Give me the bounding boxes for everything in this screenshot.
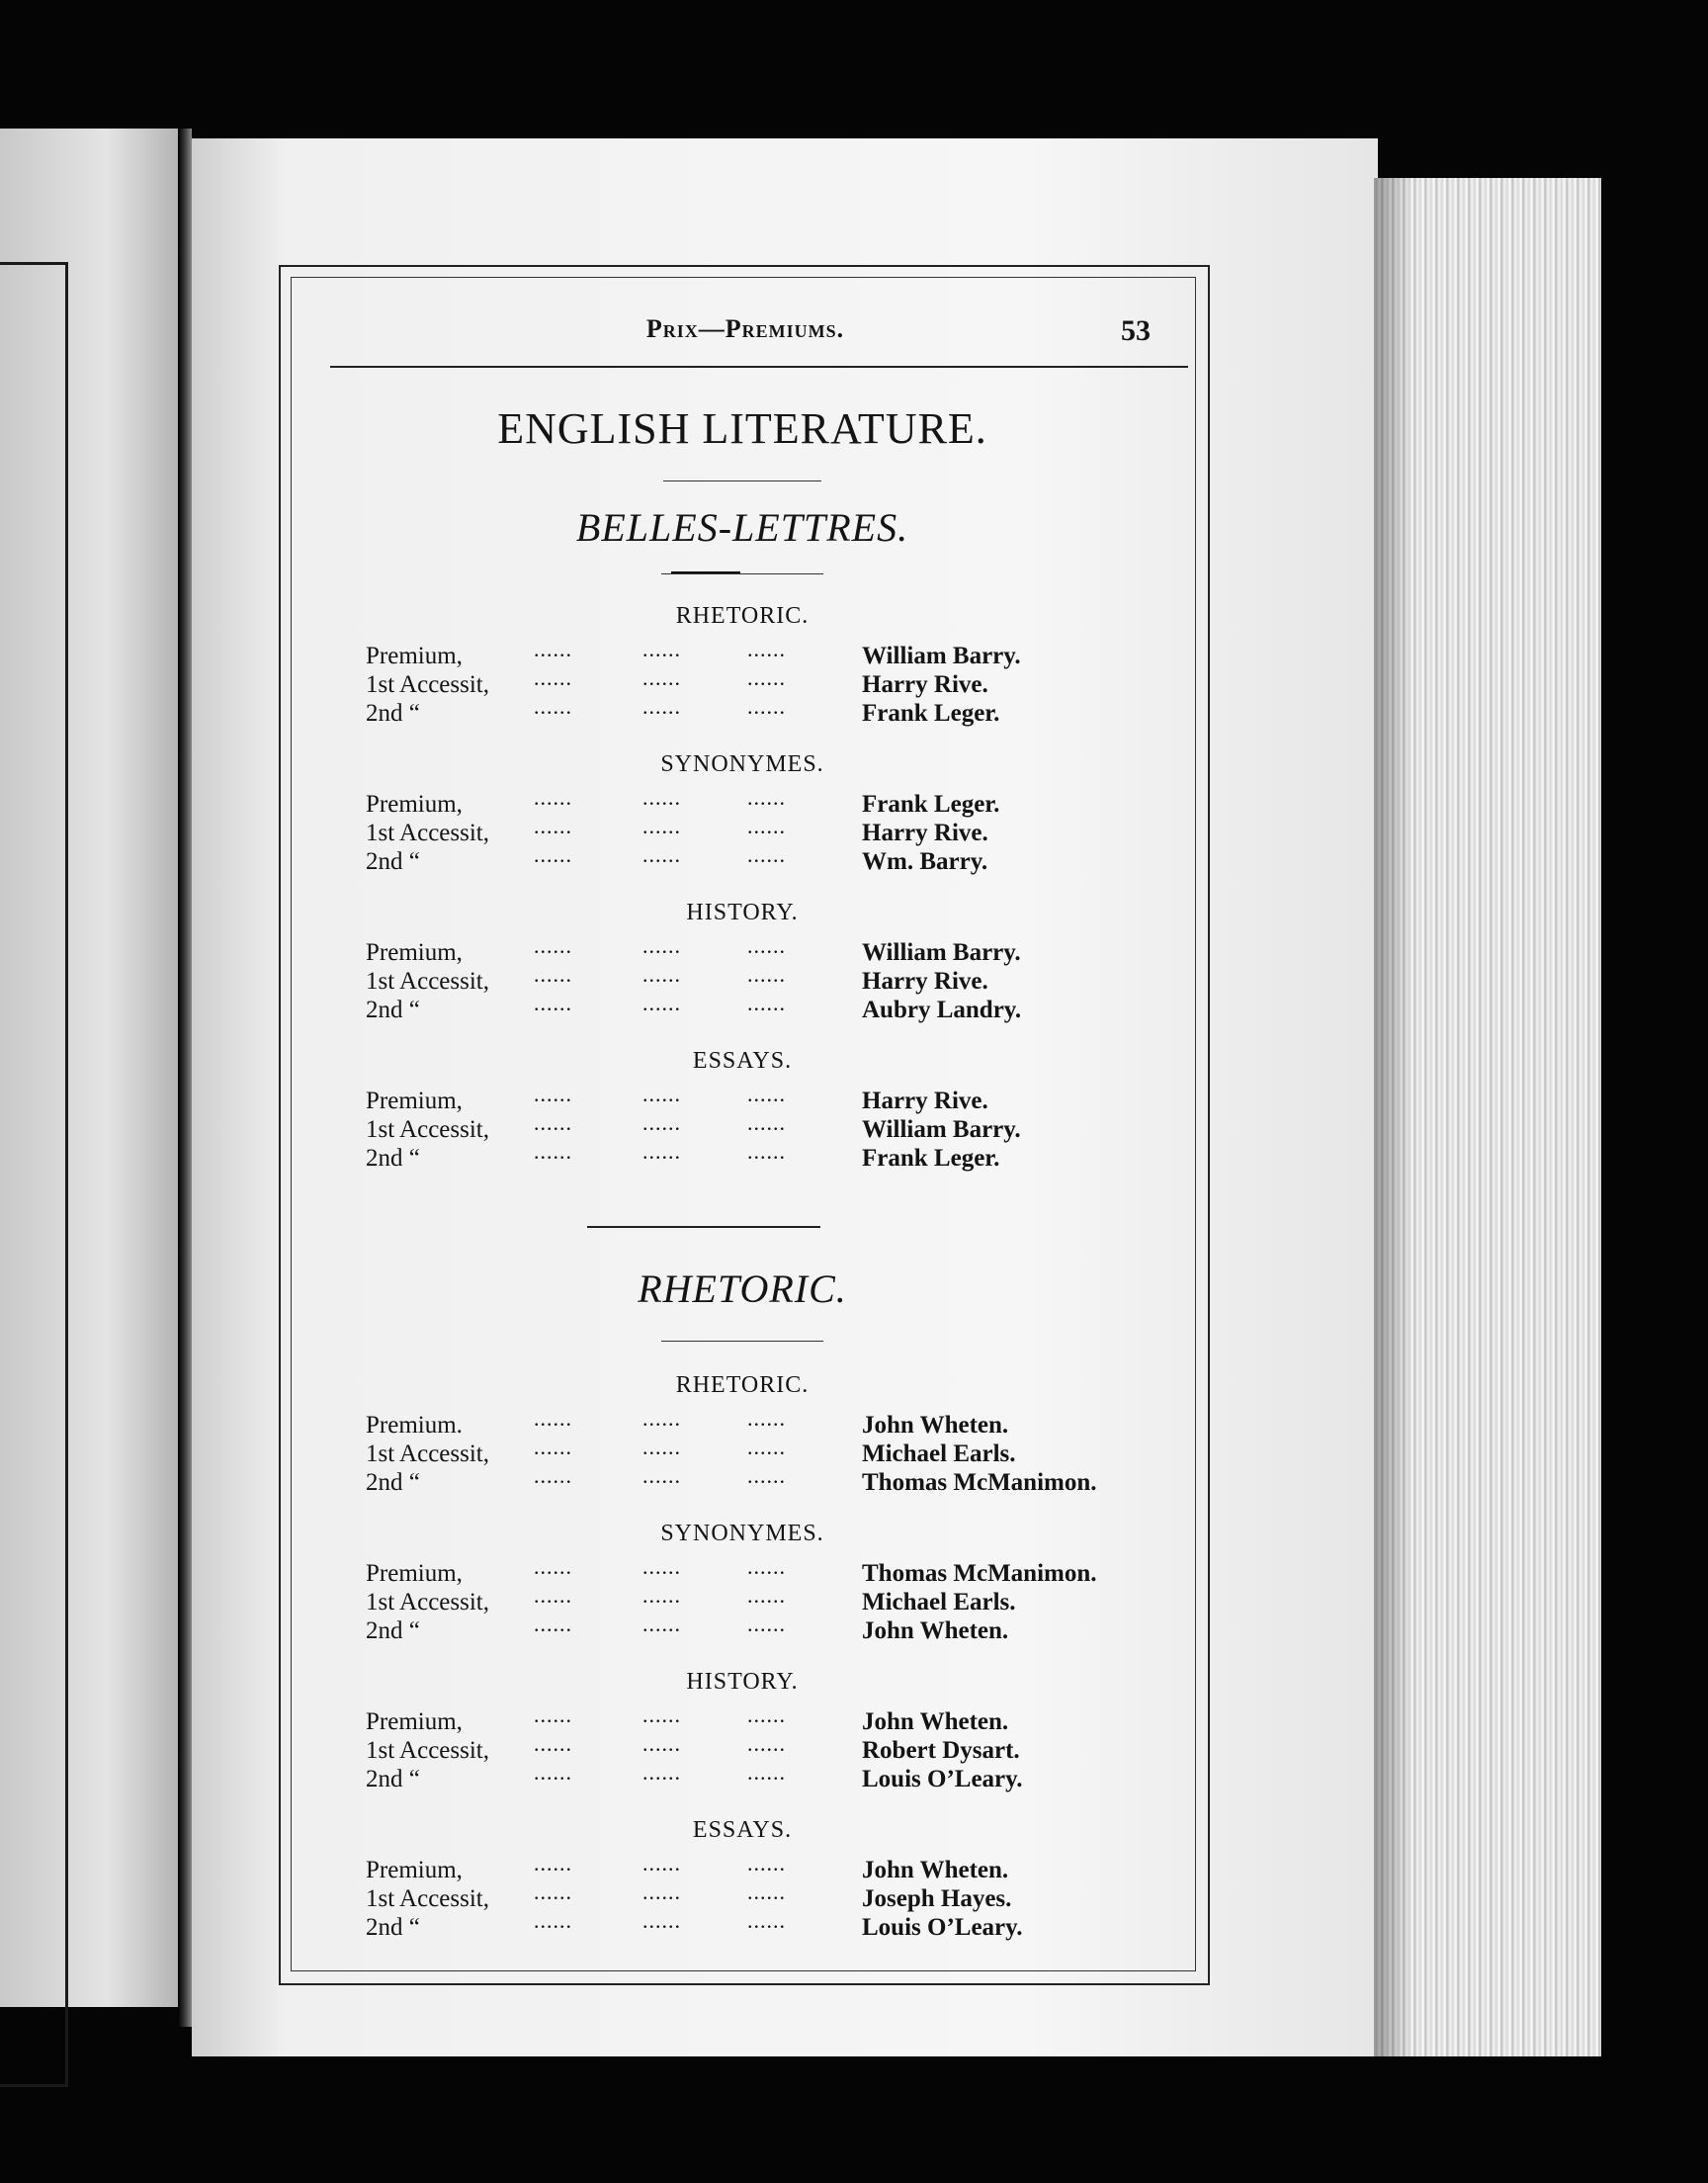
leader-dots: ...... xyxy=(642,1703,681,1727)
award-row xyxy=(291,1851,1194,1886)
left-page-frame xyxy=(0,262,68,2087)
leader-dots: ...... xyxy=(747,1110,786,1135)
recipient-name: John Wheten. xyxy=(862,1412,1009,1439)
award-rank: 2nd “ xyxy=(366,997,420,1023)
award-rank: 1st Accessit, xyxy=(366,1589,489,1615)
award-row xyxy=(291,1612,1194,1647)
leader-dots: ...... xyxy=(534,1406,572,1431)
award-rank: 1st Accessit, xyxy=(366,671,489,698)
award-rank: Premium, xyxy=(366,1857,463,1883)
award-row xyxy=(291,1082,1194,1117)
leader-dots: ...... xyxy=(534,1879,572,1904)
leader-dots: ...... xyxy=(747,694,786,719)
award-row xyxy=(291,1879,1194,1915)
recipient-name: Louis O’Leary. xyxy=(862,1766,1023,1792)
subsection-title: HISTORY. xyxy=(686,900,799,925)
award-block xyxy=(291,1048,1194,1184)
recipient-name: Louis O’Leary. xyxy=(862,1914,1023,1941)
award-rank: Premium, xyxy=(366,791,463,818)
leader-dots: ...... xyxy=(642,694,681,719)
award-row xyxy=(291,933,1194,969)
leader-dots: ...... xyxy=(534,665,572,690)
recipient-name: Wm. Barry. xyxy=(862,848,988,875)
award-rank: 2nd “ xyxy=(366,1617,420,1644)
leader-dots: ...... xyxy=(642,1110,681,1135)
award-rank: 2nd “ xyxy=(366,1914,420,1941)
award-block xyxy=(291,1372,1194,1509)
page-number: 53 xyxy=(1121,314,1151,347)
award-row xyxy=(291,694,1194,730)
award-rank: 1st Accessit, xyxy=(366,1885,489,1912)
recipient-name: Harry Rive. xyxy=(862,671,988,698)
subsection-title: RHETORIC. xyxy=(675,1372,810,1398)
leader-dots: ...... xyxy=(534,1583,572,1608)
leader-dots: ...... xyxy=(534,814,572,838)
leader-dots: ...... xyxy=(534,1082,572,1106)
subsection-title: ESSAYS. xyxy=(692,1817,793,1843)
award-rank: 1st Accessit, xyxy=(366,1441,489,1467)
section-title-belles-lettres: BELLES-LETTRES. xyxy=(575,505,909,550)
recipient-name: William Barry. xyxy=(862,939,1021,966)
running-head-title: Prix—Premiums. xyxy=(645,314,845,343)
award-block xyxy=(291,1521,1194,1657)
recipient-name: Frank Leger. xyxy=(862,700,1000,727)
leader-dots: ...... xyxy=(747,1406,786,1431)
leader-dots: ...... xyxy=(642,1406,681,1431)
award-row xyxy=(291,842,1194,878)
award-row xyxy=(291,1583,1194,1618)
leader-dots: ...... xyxy=(642,1731,681,1756)
recipient-name: John Wheten. xyxy=(862,1708,1009,1735)
subsection-title: SYNONYMES. xyxy=(660,1521,824,1546)
award-rank: Premium, xyxy=(366,1088,463,1114)
leader-dots: ...... xyxy=(747,991,786,1015)
recipient-name: Michael Earls. xyxy=(862,1589,1016,1615)
award-row xyxy=(291,1760,1194,1795)
award-rank: 1st Accessit, xyxy=(366,1116,489,1143)
leader-dots: ...... xyxy=(642,665,681,690)
award-rank: 2nd “ xyxy=(366,700,420,727)
recipient-name: William Barry. xyxy=(862,643,1021,669)
award-rank: 2nd “ xyxy=(366,1766,420,1792)
leader-dots: ...... xyxy=(642,814,681,838)
award-block xyxy=(291,603,1194,740)
main-title: ENGLISH LITERATURE. xyxy=(497,404,987,453)
section-divider xyxy=(587,1226,820,1228)
leader-dots: ...... xyxy=(642,1583,681,1608)
leader-dots: ...... xyxy=(747,637,786,661)
recipient-name: Harry Rive. xyxy=(862,1088,988,1114)
leader-dots: ...... xyxy=(642,1139,681,1164)
leader-dots: ...... xyxy=(534,991,572,1015)
leader-dots: ...... xyxy=(747,933,786,958)
leader-dots: ...... xyxy=(747,1435,786,1459)
leader-dots: ...... xyxy=(642,1908,681,1933)
award-row xyxy=(291,1731,1194,1767)
award-rank: Premium, xyxy=(366,643,463,669)
leader-dots: ...... xyxy=(534,1731,572,1756)
leader-dots: ...... xyxy=(747,1760,786,1785)
award-row xyxy=(291,665,1194,701)
award-rank: Premium, xyxy=(366,1560,463,1587)
leader-dots: ...... xyxy=(747,1082,786,1106)
award-rank: Premium, xyxy=(366,939,463,966)
recipient-name: Joseph Hayes. xyxy=(862,1885,1012,1912)
award-rank: 2nd “ xyxy=(366,1469,420,1496)
subsection-title: RHETORIC. xyxy=(675,603,810,629)
award-rank: 2nd “ xyxy=(366,1145,420,1172)
award-rank: Premium, xyxy=(366,1708,463,1735)
leader-dots: ...... xyxy=(534,1554,572,1579)
leader-dots: ...... xyxy=(747,814,786,838)
recipient-name: Robert Dysart. xyxy=(862,1737,1020,1764)
page-edges-shadow xyxy=(1374,178,1413,2056)
leader-dots: ...... xyxy=(747,1731,786,1756)
leader-dots: ...... xyxy=(747,1851,786,1876)
leader-dots: ...... xyxy=(747,962,786,987)
leader-dots: ...... xyxy=(642,1435,681,1459)
leader-dots: ...... xyxy=(642,637,681,661)
award-row xyxy=(291,1908,1194,1944)
leader-dots: ...... xyxy=(747,1879,786,1904)
leader-dots: ...... xyxy=(642,991,681,1015)
recipient-name: Frank Leger. xyxy=(862,1145,1000,1172)
leader-dots: ...... xyxy=(534,694,572,719)
award-row xyxy=(291,962,1194,998)
leader-dots: ...... xyxy=(534,1110,572,1135)
award-row xyxy=(291,1406,1194,1441)
leader-dots: ...... xyxy=(534,1612,572,1636)
leader-dots: ...... xyxy=(642,785,681,810)
leader-dots: ...... xyxy=(747,1612,786,1636)
award-rank: 1st Accessit, xyxy=(366,1737,489,1764)
award-rank: 2nd “ xyxy=(366,848,420,875)
award-row xyxy=(291,1463,1194,1499)
leader-dots: ...... xyxy=(534,1908,572,1933)
leader-dots: ...... xyxy=(642,933,681,958)
award-row xyxy=(291,1703,1194,1738)
running-head xyxy=(330,314,1160,358)
section-rule-thin xyxy=(661,573,823,574)
page-content xyxy=(291,277,1194,1969)
leader-dots: ...... xyxy=(642,1879,681,1904)
subsection-title: ESSAYS. xyxy=(692,1048,793,1074)
award-row xyxy=(291,1139,1194,1175)
leader-dots: ...... xyxy=(747,1583,786,1608)
award-block xyxy=(291,900,1194,1036)
award-rank: 1st Accessit, xyxy=(366,820,489,846)
leader-dots: ...... xyxy=(534,1139,572,1164)
recipient-name: Harry Rive. xyxy=(862,820,988,846)
leader-dots: ...... xyxy=(642,1851,681,1876)
leader-dots: ...... xyxy=(747,1908,786,1933)
leader-dots: ...... xyxy=(747,1139,786,1164)
leader-dots: ...... xyxy=(534,785,572,810)
recipient-name: Frank Leger. xyxy=(862,791,1000,818)
leader-dots: ...... xyxy=(642,842,681,867)
leader-dots: ...... xyxy=(534,962,572,987)
leader-dots: ...... xyxy=(642,1463,681,1488)
award-row xyxy=(291,814,1194,849)
recipient-name: Aubry Landry. xyxy=(862,997,1022,1023)
leader-dots: ...... xyxy=(534,1851,572,1876)
subsection-title: HISTORY. xyxy=(686,1669,799,1695)
award-row xyxy=(291,991,1194,1026)
recipient-name: John Wheten. xyxy=(862,1857,1009,1883)
recipient-name: Harry Rive. xyxy=(862,968,988,995)
section-title-rhetoric: RHETORIC. xyxy=(638,1266,847,1311)
title-rule xyxy=(663,480,821,481)
award-block xyxy=(291,1817,1194,1954)
leader-dots: ...... xyxy=(534,1463,572,1488)
leader-dots: ...... xyxy=(534,637,572,661)
left-page xyxy=(0,129,178,2007)
leader-dots: ...... xyxy=(534,1703,572,1727)
leader-dots: ...... xyxy=(747,1703,786,1727)
leader-dots: ...... xyxy=(747,1463,786,1488)
leader-dots: ...... xyxy=(747,785,786,810)
award-row xyxy=(291,785,1194,821)
subsection-title: SYNONYMES. xyxy=(660,751,824,777)
section-rule-thin xyxy=(661,1341,823,1342)
leader-dots: ...... xyxy=(642,1554,681,1579)
award-rank: 1st Accessit, xyxy=(366,968,489,995)
leader-dots: ...... xyxy=(642,1612,681,1636)
leader-dots: ...... xyxy=(747,1554,786,1579)
recipient-name: Michael Earls. xyxy=(862,1441,1016,1467)
leader-dots: ...... xyxy=(747,842,786,867)
recipient-name: John Wheten. xyxy=(862,1617,1009,1644)
award-rank: Premium. xyxy=(366,1412,463,1439)
leader-dots: ...... xyxy=(642,1760,681,1785)
leader-dots: ...... xyxy=(642,962,681,987)
recipient-name: William Barry. xyxy=(862,1116,1021,1143)
leader-dots: ...... xyxy=(534,842,572,867)
award-row xyxy=(291,1554,1194,1590)
leader-dots: ...... xyxy=(534,1760,572,1785)
leader-dots: ...... xyxy=(534,933,572,958)
leader-dots: ...... xyxy=(747,665,786,690)
award-row xyxy=(291,1435,1194,1470)
recipient-name: Thomas McManimon. xyxy=(862,1560,1097,1587)
award-row xyxy=(291,637,1194,672)
award-block xyxy=(291,1669,1194,1805)
leader-dots: ...... xyxy=(642,1082,681,1106)
award-block xyxy=(291,751,1194,888)
award-row xyxy=(291,1110,1194,1146)
leader-dots: ...... xyxy=(534,1435,572,1459)
running-head-rule xyxy=(330,366,1188,368)
book-gutter xyxy=(178,129,192,2027)
recipient-name: Thomas McManimon. xyxy=(862,1469,1097,1496)
